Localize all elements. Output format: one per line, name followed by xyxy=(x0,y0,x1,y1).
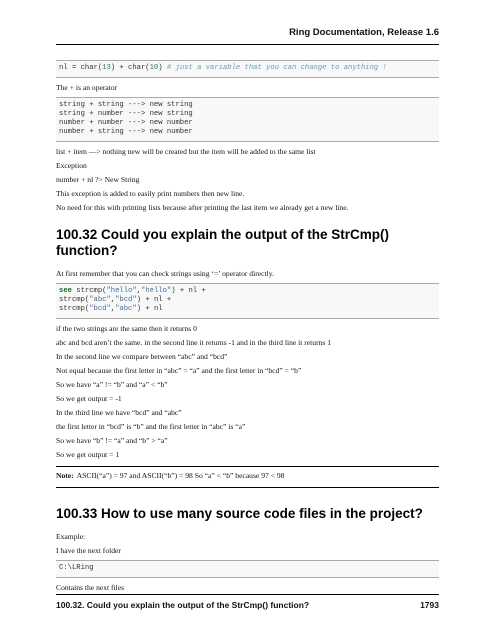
code-string: "bcd" xyxy=(115,296,137,304)
code-comment: # just a variable that you can change to anything ! xyxy=(166,64,387,72)
code-text: strcmp( xyxy=(59,296,90,304)
paragraph-strcmp: the first letter in “bcd” is “b” and the first letter in “abc” is “a” xyxy=(56,422,246,431)
note-box xyxy=(56,466,439,488)
paragraph-contains-files: Contains the next files xyxy=(56,583,125,592)
paragraph-strcmp: In the second line we compare between “abc” and “bcd” xyxy=(56,352,228,361)
code-line xyxy=(59,305,436,314)
code-number: 13 xyxy=(102,64,111,72)
code-line: number + number ---> new number xyxy=(59,119,193,127)
code-text: ) + nl xyxy=(136,305,163,313)
code-string: "hello" xyxy=(106,287,137,295)
section-heading-source-files: 100.33 How to use many source code files in the project? xyxy=(56,506,423,521)
paragraph-strcmp: So we have “b” != “a” and “b” > “a” xyxy=(56,436,168,445)
paragraph-no-need: No need for this with printing lists because after printing the last item we already get a new line. xyxy=(56,203,349,212)
code-block-nl xyxy=(56,60,439,78)
note-text: ASCII(“a”) = 97 and ASCII(“b”) = 98 So “a” < “b” because 97 < 98 xyxy=(76,471,285,480)
code-line: string + string ---> new string xyxy=(59,101,193,109)
code-line xyxy=(59,296,436,305)
paragraph-strcmp: In the third line we have “bcd” and “abc” xyxy=(56,408,182,417)
paragraph-number-nl: number + nl ?> New String xyxy=(56,175,140,184)
code-text: ) xyxy=(158,64,167,72)
code-text: strcmp( xyxy=(59,305,90,313)
code-string: "abc" xyxy=(89,296,111,304)
running-header: Ring Documentation, Release 1.6 xyxy=(289,27,439,38)
code-line: number + string ---> new number xyxy=(59,128,193,136)
paragraph-strcmp: abc and bcd aren’t the same. in the second line it returns -1 and in the third line it returns 1 xyxy=(56,338,332,347)
code-string: "hello" xyxy=(141,287,172,295)
code-text: , xyxy=(136,287,141,295)
paragraph-strcmp: So we get output = -1 xyxy=(56,394,122,403)
code-text: ) + nl + xyxy=(136,296,172,304)
page-content xyxy=(56,60,439,597)
code-string: "abc" xyxy=(115,305,137,313)
code-line xyxy=(59,287,436,296)
paragraph-strcmp: if the two strings are the same then it returns 0 xyxy=(56,324,197,333)
section-heading-strcmp: 100.32 Could you explain the output of the StrCmp() function? xyxy=(56,227,390,258)
footer-section-title: 100.32. Could you explain the output of the StrCmp() function? xyxy=(56,600,310,610)
paragraph-next-folder: I have the next folder xyxy=(56,546,121,555)
paragraph-example: Example: xyxy=(56,532,86,541)
code-block-operator-rules xyxy=(56,97,439,142)
paragraph-list-item: list + item —> nothing new will be created but the item will be added to the same list xyxy=(56,147,316,156)
code-keyword: see xyxy=(59,287,72,295)
code-text: nl = char( xyxy=(59,64,103,72)
code-block-folder: C:\LRing xyxy=(56,560,439,578)
paragraph-plus-operator: The + is an operator xyxy=(56,83,118,92)
code-line: string + number ---> new string xyxy=(59,110,193,118)
note-label: Note: xyxy=(56,471,74,480)
paragraph-strcmp: So we get output = 1 xyxy=(56,450,120,459)
paragraph-exception: Exception xyxy=(56,161,87,170)
paragraph-exception-added: This exception is added to easily print numbers then new line. xyxy=(56,189,245,198)
page-number: 1793 xyxy=(420,600,439,610)
code-block-strcmp xyxy=(56,283,439,319)
header-rule xyxy=(56,44,439,45)
code-string: "bcd" xyxy=(89,305,111,313)
code-text: , xyxy=(110,296,116,304)
code-text: , xyxy=(110,305,116,313)
code-text: ) + nl + xyxy=(171,287,206,295)
code-text: strcmp( xyxy=(71,287,107,295)
code-number: 10 xyxy=(149,64,159,72)
footer-rule xyxy=(56,594,439,595)
paragraph-strcmp: Not equal because the first letter in “abc” = “a” and the first letter in “bcd” = “b” xyxy=(56,366,302,375)
paragraph-strcmp: So we have “a” != “b” and “a” < “b” xyxy=(56,380,168,389)
paragraph-first-remember: At first remember that you can check strings using ‘=’ operator directly. xyxy=(56,269,274,278)
code-text: ) + char( xyxy=(110,64,150,72)
